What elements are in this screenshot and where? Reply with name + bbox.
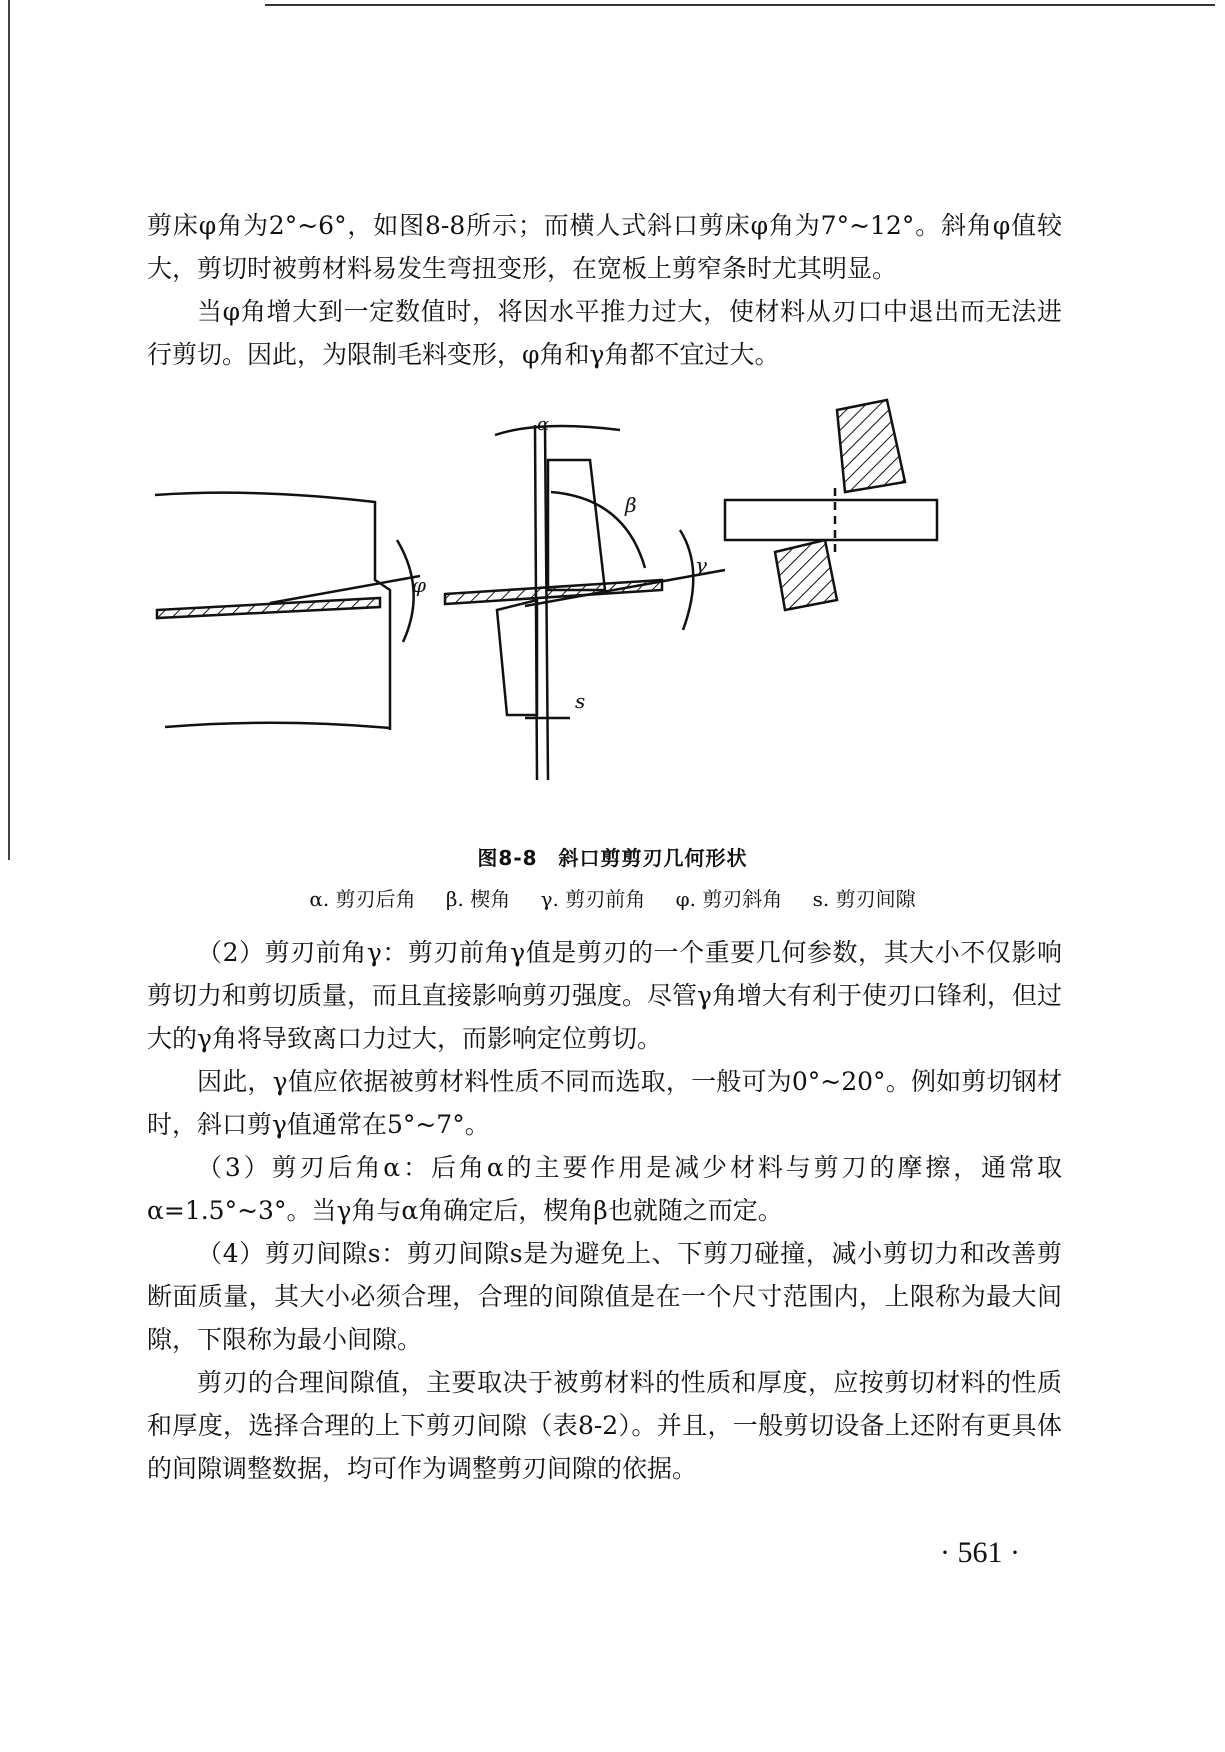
left-shear-view — [155, 493, 420, 730]
legend-item: φ. 剪刃斜角 — [675, 887, 783, 911]
legend-item: γ. 剪刃前角 — [540, 887, 646, 911]
right-shear-view — [725, 400, 937, 610]
binding-edge — [8, 0, 10, 860]
center-shear-view — [445, 425, 725, 780]
body-text-top — [147, 204, 1062, 376]
paragraph: 因此，γ值应依据被剪材料性质不同而选取，一般可为0°~20°。例如剪切钢材时，斜口剪γ值通常在5°~7°。 — [147, 1067, 1062, 1139]
label-beta: β — [625, 493, 637, 517]
legend-item: α. 剪刃后角 — [309, 887, 416, 911]
paragraph: （2）剪刃前角γ：剪刃前角γ值是剪刃的一个重要几何参数，其大小不仅影响剪切力和剪切质量，而且直接影响剪刃强度。尽管γ角增大有利于使刃口锋利，但过大的γ角将导致离口力过大，而影响定位剪切。 — [147, 938, 1062, 1053]
label-phi: φ — [412, 573, 427, 597]
paragraph: 当φ角增大到一定数值时，将因水平推力过大，使材料从刃口中退出而无法进行剪切。因此，为限制毛料变形，φ角和γ角都不宜过大。 — [147, 297, 1062, 369]
paragraph: 剪床φ角为2°~6°，如图8-8所示；而横人式斜口剪床φ角为7°~12°。斜角φ值较大，剪切时被剪材料易发生弯扭变形，在宽板上剪窄条时尤其明显。 — [147, 211, 1062, 283]
label-gamma: γ — [695, 553, 707, 577]
paragraph: （3）剪刃后角α：后角α的主要作用是减少材料与剪刀的摩擦，通常取α=1.5°~3°。当γ角与α角确定后，楔角β也就随之而定。 — [147, 1153, 1062, 1225]
shear-blade-geometry-figure — [165, 414, 1065, 820]
paragraph: 剪刃的合理间隙值，主要取决于被剪材料的性质和厚度，应按剪切材料的性质和厚度，选择合理的上下剪刃间隙（表8-2）。并且，一般剪切设备上还附有更具体的间隙调整数据，均可作为调整剪刃间隙的依据。 — [147, 1368, 1062, 1483]
page-number: · 561 · — [940, 1536, 1020, 1569]
body-text-bottom — [147, 931, 1062, 1490]
figure-caption: 图8-8 斜口剪剪刃几何形状 — [477, 846, 748, 870]
figure-legend — [0, 883, 1225, 912]
legend-item: β. 楔角 — [445, 887, 511, 911]
top-rule — [265, 4, 1215, 6]
legend-item: s. 剪刃间隙 — [812, 887, 916, 911]
label-alpha: α — [537, 414, 550, 435]
paragraph: （4）剪刃间隙s：剪刃间隙s是为避免上、下剪刀碰撞，减小剪切力和改善剪断面质量，其大小必须合理，合理的间隙值是在一个尺寸范围内，上限称为最大间隙，下限称为最小间隙。 — [147, 1239, 1062, 1354]
label-s: s — [575, 689, 586, 713]
